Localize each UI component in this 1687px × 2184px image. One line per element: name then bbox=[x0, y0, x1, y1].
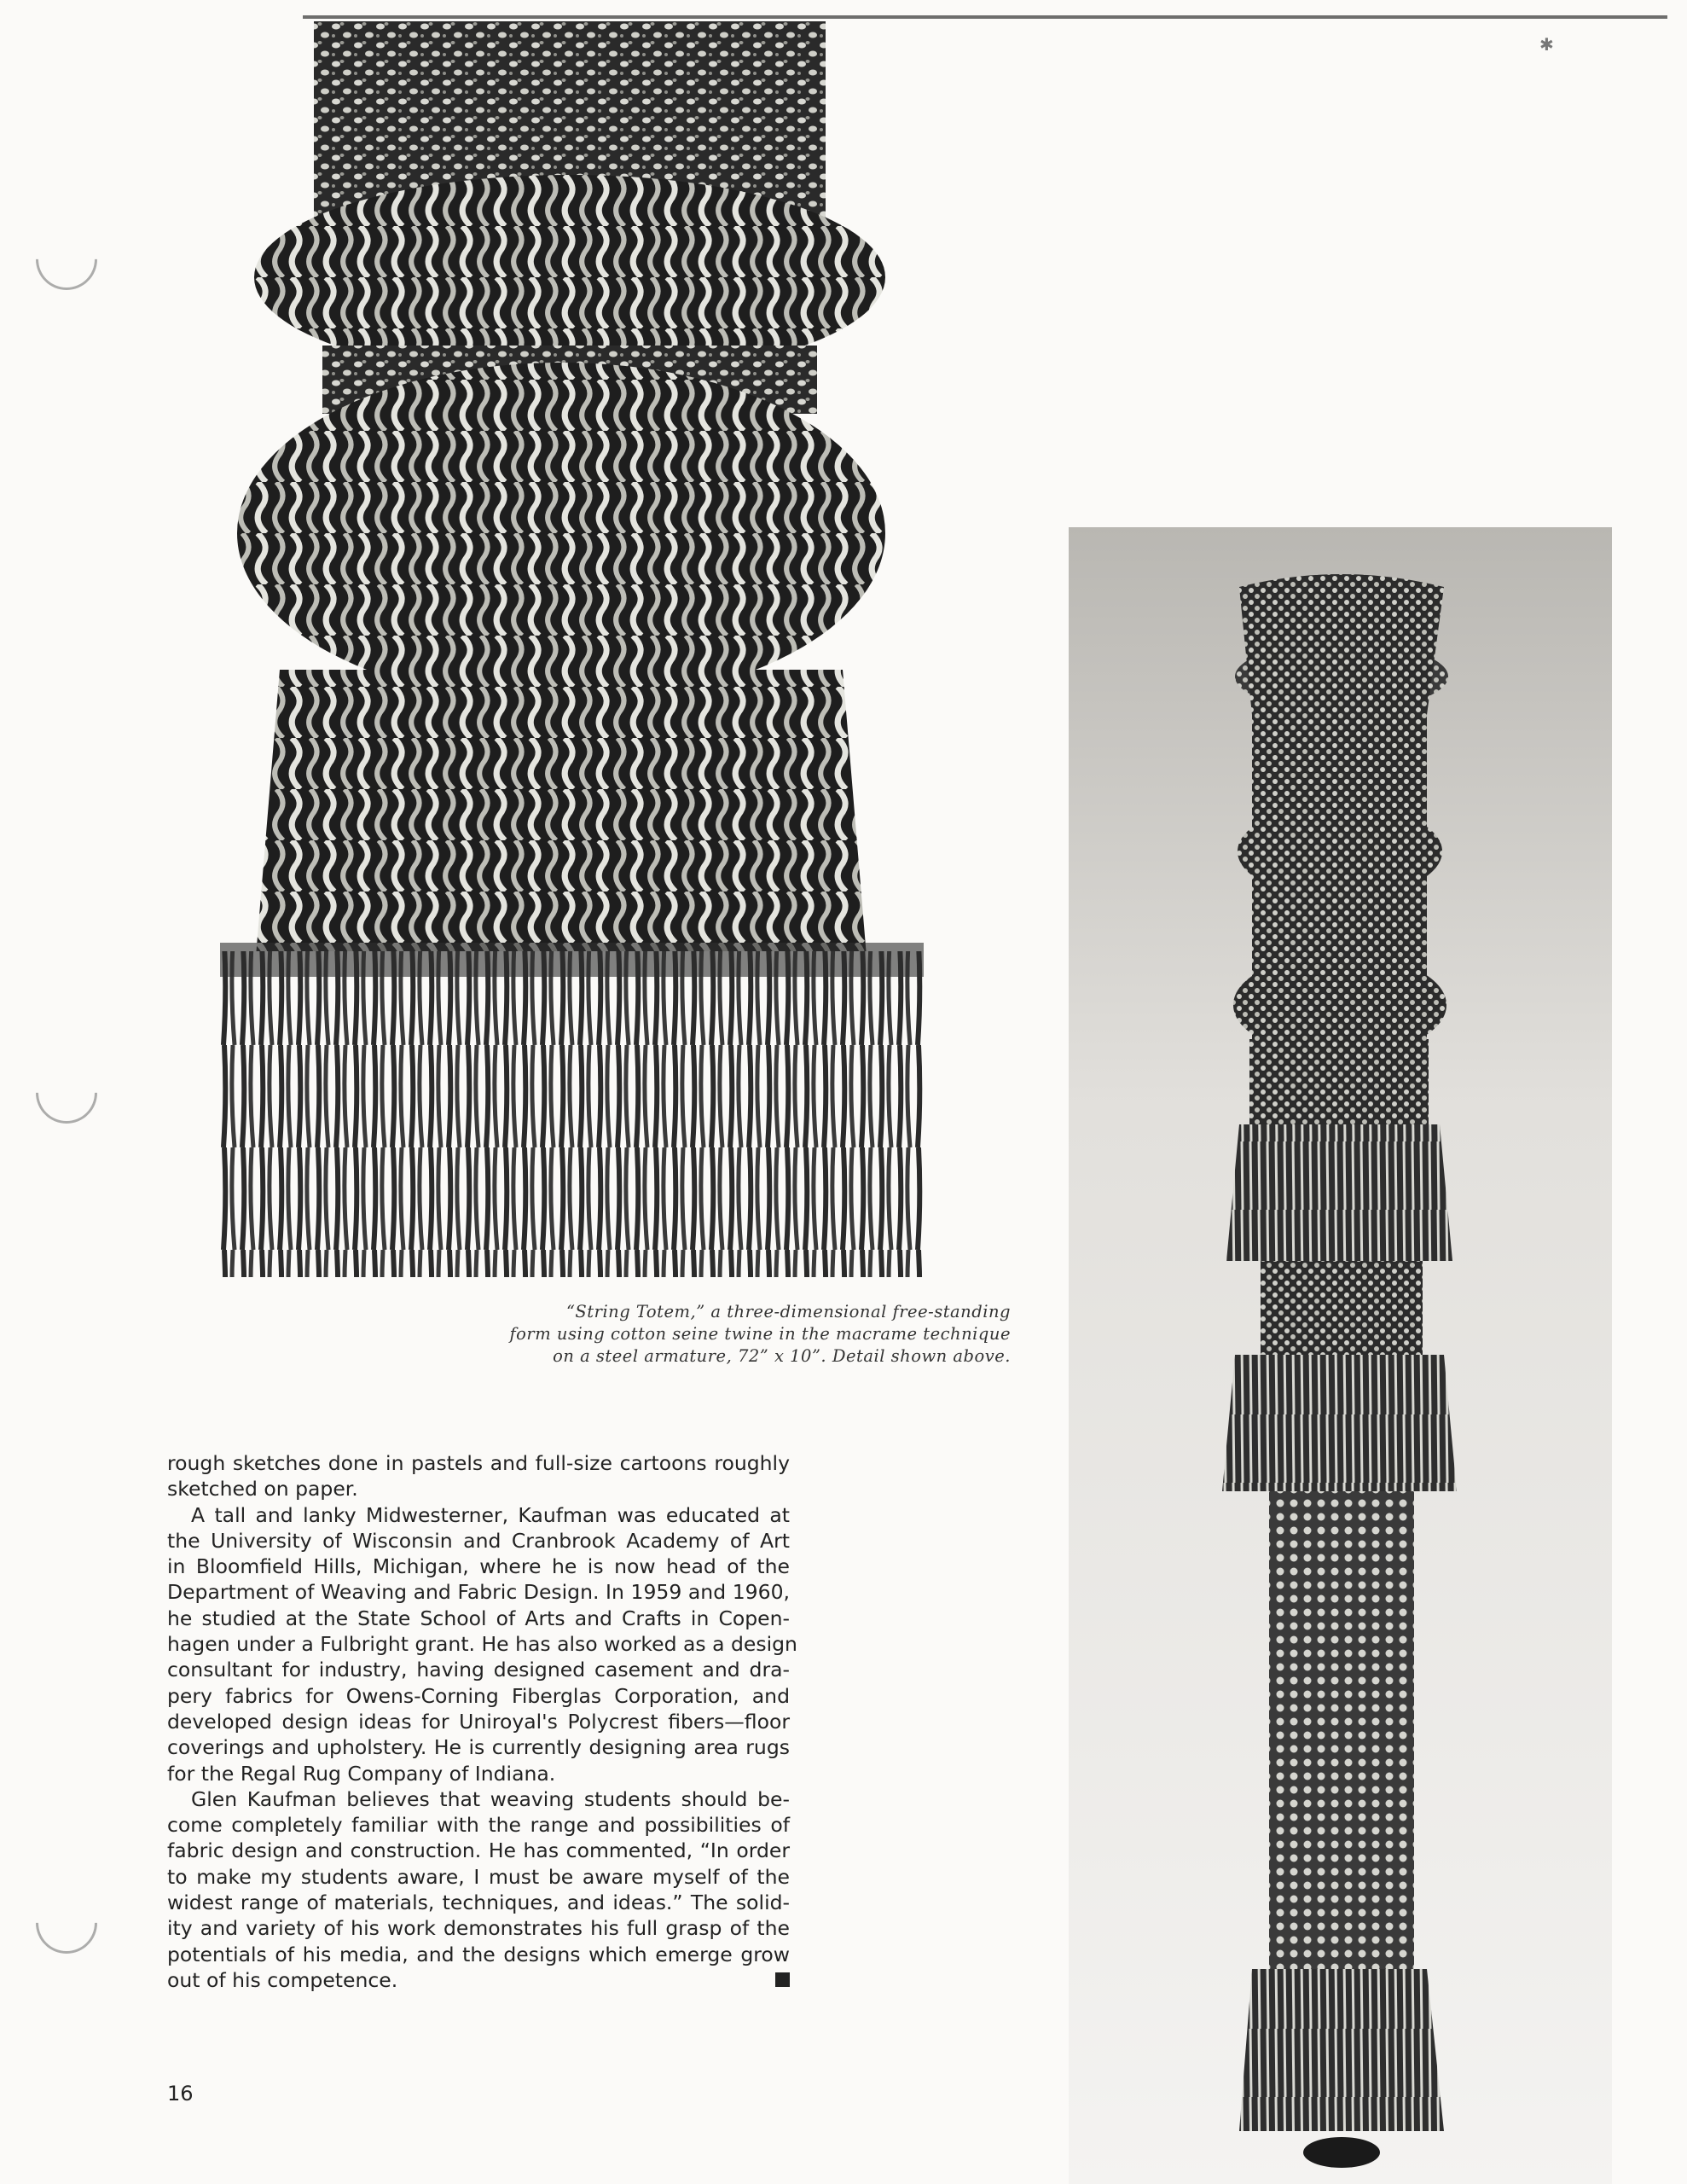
string-totem-photo bbox=[1069, 527, 1612, 2184]
article-body bbox=[167, 1450, 797, 1993]
text-line: Glen Kaufman believes that weaving students should be- bbox=[191, 1786, 790, 1811]
text-line: coverings and upholstery. He is currently designing area rugs bbox=[167, 1735, 790, 1760]
text-line: developed design ideas for Uniroyal's Polycrest fibers—floor bbox=[167, 1709, 790, 1734]
binder-hole-middle bbox=[23, 1049, 110, 1136]
page-speck: ✱ bbox=[1539, 34, 1554, 55]
binder-hole-top bbox=[23, 216, 110, 303]
photo-caption bbox=[443, 1301, 1011, 1368]
text-line: consultant for industry, having designed casement and dra- bbox=[167, 1658, 790, 1682]
text-line: A tall and lanky Midwesterner, Kaufman was educated at bbox=[191, 1502, 790, 1527]
last-line-wrap bbox=[167, 1967, 790, 1993]
text-line: hagen under a Fulbright grant. He has also worked as a design bbox=[167, 1632, 797, 1657]
caption-line: on a steel armature, 72” x 10”. Detail shown above. bbox=[553, 1346, 1011, 1366]
text-line: the University of Wisconsin and Cranbrook Academy of Art bbox=[167, 1528, 790, 1553]
binder-hole-bottom bbox=[23, 1879, 110, 1966]
caption-line: form using cotton seine twine in the macrame technique bbox=[509, 1324, 1011, 1344]
text-line: rough sketches done in pastels and full-size cartoons roughly bbox=[167, 1451, 790, 1475]
text-line: widest range of materials, techniques, and ideas.” The solid- bbox=[167, 1891, 790, 1915]
text-line: he studied at the State School of Arts and Crafts in Copen- bbox=[167, 1606, 790, 1630]
text-line: fabric design and construction. He has commented, “In order bbox=[167, 1838, 790, 1863]
text-line: out of his competence. bbox=[167, 1967, 398, 1992]
text-line: Department of Weaving and Fabric Design. In 1959 and 1960, bbox=[167, 1580, 790, 1605]
text-line: for the Regal Rug Company of Indiana. bbox=[167, 1761, 556, 1786]
page-number: 16 bbox=[167, 2082, 194, 2106]
text-line: ity and variety of his work demonstrates his full grasp of the bbox=[167, 1916, 790, 1941]
text-line: in Bloomfield Hills, Michigan, where he is now head of the bbox=[167, 1554, 790, 1579]
text-line: pery fabrics for Owens-Corning Fiberglas Corporation, and bbox=[167, 1683, 790, 1708]
top-rule bbox=[303, 15, 1667, 19]
macrame-detail-photo bbox=[220, 21, 924, 1277]
text-line: potentials of his media, and the designs which emerge grow bbox=[167, 1942, 790, 1966]
article-paragraph bbox=[167, 1450, 790, 1502]
article-paragraph bbox=[167, 1786, 790, 1993]
end-of-article-mark bbox=[775, 1972, 790, 1987]
text-line: to make my students aware, I must be aware myself of the bbox=[167, 1864, 790, 1889]
text-line: sketched on paper. bbox=[167, 1477, 358, 1502]
article-paragraph bbox=[167, 1502, 797, 1786]
text-line: come completely familiar with the range and possibilities of bbox=[167, 1813, 790, 1838]
caption-line: “String Totem,” a three-dimensional free-standing bbox=[565, 1302, 1011, 1321]
